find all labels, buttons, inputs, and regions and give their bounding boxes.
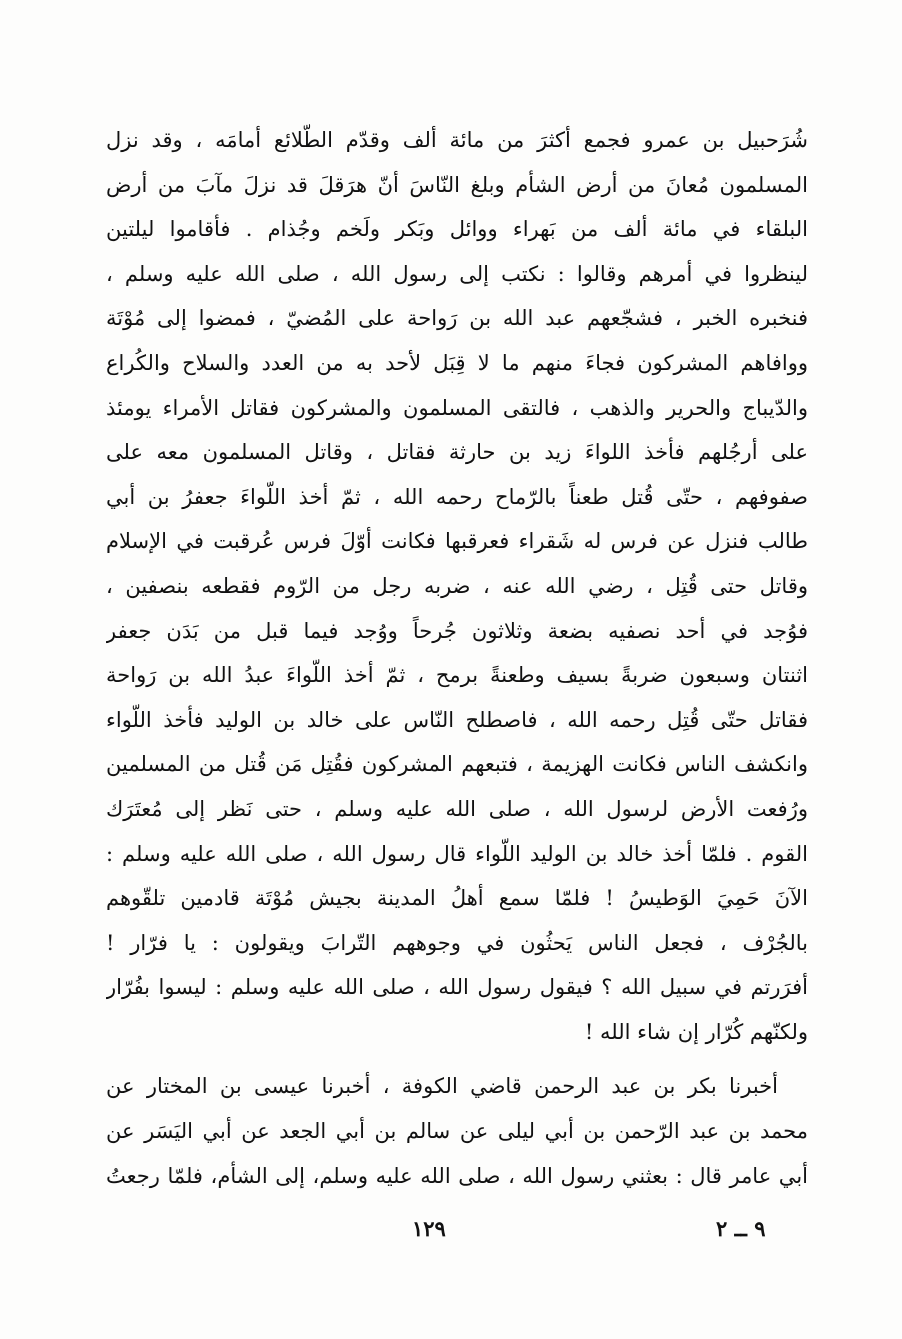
text-line: القوم . فلمّا أخذ خالد بن الوليد اللّواء قال رسول الله ، صلى الله عليه وسلم : [106, 841, 808, 866]
text-line: على أرجُلهم فأخذ اللواءَ زيد بن حارثة فقاتل ، وقاتل المسلمون معه على [106, 440, 808, 465]
paragraph-1 [106, 118, 808, 1054]
text-line: والدّيباج والحرير والذهب ، فالتقى المسلمون والمشركون فقاتل الأمراء يومئذ [106, 395, 808, 420]
text-line: الآنَ حَمِيَ الوَطيسُ ! فلمّا سمع أهلُ المدينة بجيش مُوْتَة قادمين تلقّوهم [106, 886, 808, 911]
text-line: محمد بن عبد الرّحمن بن أبي ليلى عن سالم بن أبي الجعد عن أبي اليَسَر عن [106, 1119, 808, 1144]
text-line: فقاتل حتّى قُتِل رحمه الله ، فاصطلح النّاس على خالد بن الوليد فأخذ اللّواء [106, 707, 808, 732]
text-line: المسلمون مُعانَ من أرض الشأم وبلغ النّاسَ أنّ هرَقلَ قد نزلَ مآبَ من أرض [106, 172, 808, 197]
text-line: صفوفهم ، حتّى قُتل طعناً بالرّماح رحمه الله ، ثمّ أخذ اللّواءَ جعفرُ بن أبي [106, 484, 808, 509]
text-line: وانكشف الناس فكانت الهزيمة ، فتبعهم المشركون فقُتِل مَن قُتل من المسلمين [106, 752, 808, 777]
text-line: البلقاء في مائة ألف من بَهراء ووائل وبَكر ولَخم وجُذام . فأقاموا ليلتين [106, 217, 808, 242]
text-line: ورُفعت الأرض لرسول الله ، صلى الله عليه وسلم ، حتى نَظر إلى مُعتَرَك [106, 796, 808, 821]
text-line: فوُجد في أحد نصفيه بضعة وثلاثون جُرحاً ووُجد فيما قبل من بَدَن جعفر [106, 618, 808, 643]
page-number: ١٢٩ [412, 1216, 446, 1241]
text-line: أبي عامر قال : بعثني رسول الله ، صلى الله عليه وسلم، إلى الشأم، فلمّا رجعتُ [106, 1163, 808, 1188]
text-line: اثنتان وسبعون ضربةً بسيف وطعنةً برمح ، ثمّ أخذ اللّواءَ عبدُ الله بن رَواحة [106, 663, 808, 688]
text-line: ووافاهم المشركون فجاءَ منهم ما لا قِبَل لأحد به من العدد والسلاح والكُراع [106, 350, 808, 375]
text-line: فنخبره الخبر ، فشجّعهم عبد الله بن رَواحة على المُضيّ ، فمضوا إلى مُوْتَة [106, 306, 808, 331]
text-line: طالب فنزل عن فرس له شَقراء فعرقبها فكانت أوّلَ فرس عُرقبت في الإسلام [106, 529, 808, 554]
main-text [106, 118, 808, 1198]
page-footer [0, 1212, 902, 1252]
text-line: ولكنّهم كُرّار إن شاء الله ! [584, 1019, 808, 1044]
text-line: لينظروا في أمرهم وقالوا : نكتب إلى رسول الله ، صلى الله عليه وسلم ، [106, 261, 808, 286]
text-line: وقاتل حتى قُتِل ، رضي الله عنه ، ضربه رجل من الرّوم فقطعه بنصفين ، [106, 573, 808, 598]
paragraph-gap [106, 1054, 808, 1064]
text-line: شُرَحبيل بن عمرو فجمع أكثرَ من مائة ألف وقدّم الطّلائع أمامَه ، وقد نزل [106, 128, 808, 152]
paragraph-2 [106, 1064, 808, 1198]
signature-mark: ٩ ــ ٢ [716, 1216, 766, 1241]
text-line: أفرَرتم في سبيل الله ؟ فيقول رسول الله ، صلى الله عليه وسلم : ليسوا بفُرّار [106, 975, 808, 1000]
text-line: أخبرنا بكر بن عبد الرحمن قاضي الكوفة ، أخبرنا عيسى بن المختار عن [106, 1074, 778, 1099]
text-line: بالجُرْف ، فجعل الناس يَحثُون في وجوههم التّرابَ ويقولون : يا فرّار ! [106, 930, 808, 955]
